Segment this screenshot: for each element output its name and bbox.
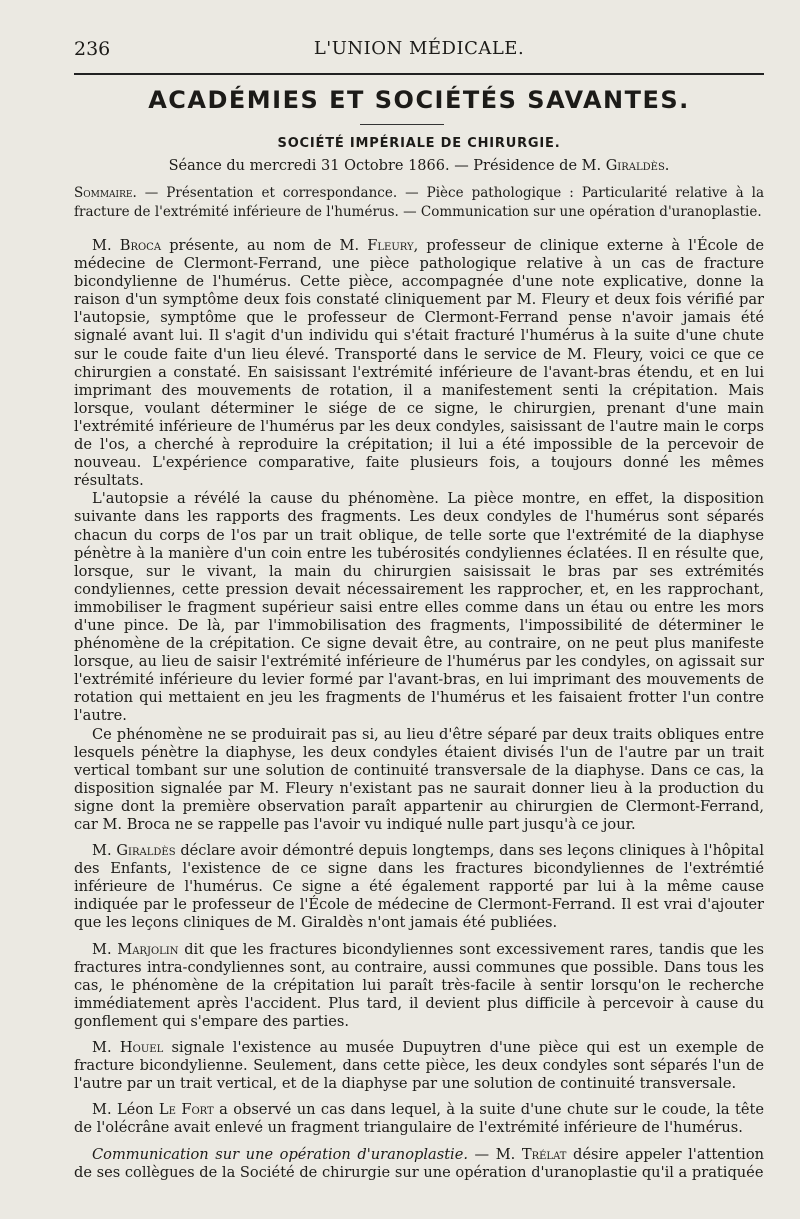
- paragraph-text: , professeur de clinique externe à l'École de médecine de Clermont-Ferrand, une pièce pathologique relative à un cas de fracture bicondylienne de l'humérus. Cette pièce, accompagnée d'une note explicative, donne la raison d'un symptôme deux fois constaté cliniquement par M. Fleury et deux fois vérifié par l'autopsie, symptôme que le professeur de Clermont-Ferrand pense n'avoir jamais été signalé avant lui. Il s'agit d'un individu qui s'était fracturé l'humérus à la suite d'une chute sur le coude faite d'un lieu élevé. Transporté dans le service de M. Fleury, voici ce que ce chirurgien a constaté. En saisissant l'extrémité inférieure de l'avant-bras étendu, et en lui imprimant des mouvements de rotation, il a manifestement senti la crépitation. Mais lorsque, voulant déterminer le siége de ce signe, le chirurgien, prenant d'une main l'extrémité inférieure de l'humérus par les deux condyles, saisissant de l'autre main le corps de l'os, a cherché à reproduire la crépitation; il lui a été impossible de la percevoir de nouveau. L'expérience comparative, faite plusieurs fois, a toujours donné les mêmes résultats.: [74, 237, 764, 490]
- article-body: [74, 237, 764, 1182]
- summary-label: Sommaire.: [74, 185, 137, 201]
- summary: [74, 184, 764, 222]
- paragraph-houel: [74, 1039, 764, 1093]
- speaker-prefix: — M.: [468, 1145, 522, 1163]
- speaker-name: Le Fort: [158, 1101, 214, 1119]
- paragraph-giraldes: [74, 842, 764, 932]
- speaker-name: Trélat: [521, 1145, 567, 1163]
- speaker-prefix: M.: [92, 1039, 120, 1057]
- paragraph-text: a observé un cas dans lequel, à la suite d'une chute sur le coude, la tête de l'olécrâne avait enlevé un fragment triangulaire de l'extrémité inférieure de l'humérus.: [74, 1101, 764, 1137]
- paragraph-marjolin: [74, 941, 764, 1031]
- speaker-name: Broca: [119, 237, 162, 254]
- session-line: [74, 158, 764, 174]
- speaker-prefix: M. Léon: [92, 1101, 159, 1119]
- session-text: Séance du mercredi 31 Octobre 1866. — Présidence de M.: [168, 158, 602, 174]
- paragraph-phenomenon: [74, 726, 764, 835]
- summary-text: — Présentation et correspondance. — Pièce pathologique : Particularité relative à la fracture de l'extrémité inférieure de l'humérus. — Communication sur une opération d'uranoplastie.: [74, 185, 764, 220]
- speaker-prefix: M.: [92, 940, 118, 958]
- speaker-mid: présente, au nom de M.: [161, 237, 368, 254]
- speaker-prefix: M.: [92, 842, 117, 860]
- speaker-prefix: M.: [92, 237, 120, 254]
- paragraph-text: dit que les fractures bicondyliennes sont excessivement rares, tandis que les fractures intra-condyliennes sont, au contraire, aussi communes que possible. Dans tous les cas, le phénomène de la crépitation lui paraît très-facile à sentir lorsqu'on le recherche immédiatement après l'accident. Plus tard, il devient plus difficile à percevoir à cause du gonflement qui s'empare des parties.: [74, 940, 764, 1030]
- journal-title: L'UNION MÉDICALE.: [313, 38, 525, 59]
- paragraph-autopsy: [74, 490, 764, 725]
- paragraph-text: Ce phénomène ne se produirait pas si, au lieu d'être séparé par deux traits obliques entre lesquels pénètre la diaphyse, les deux condyles étaient divisés l'un de l'autre par un trait vertical tombant sur une solution de continuité transversale de la diaphyse. Dans ce cas, la disposition signalée par M. Fleury n'existant pas ne saurait donner lieu à la production du signe dont la première observation paraît appartenir au chirurgien de Clermont-Ferrand, car M. Broca ne se rappelle pas l'avoir vu indiqué nulle part jusqu'à ce jour.: [74, 725, 764, 833]
- paragraph-trelat: [74, 1146, 764, 1182]
- paragraph-text: signale l'existence au musée Dupuytren d'une pièce qui est un exemple de fracture bicondylienne. Seulement, dans cette pièce, les deux condyles sont séparés l'un de l'autre par un trait vertical, et de la diaphyse par une solution de continuité transversale.: [74, 1039, 764, 1093]
- society-heading: SOCIÉTÉ IMPÉRIALE DE CHIRURGIE.: [277, 136, 561, 151]
- running-head: [74, 38, 764, 64]
- speaker-name: Fleury: [367, 237, 414, 254]
- paragraph-text: déclare avoir démontré depuis longtemps, dans ses leçons cliniques à l'hôpital des Enfants, l'existence de ce signe dans les fractures bicondyliennes de l'extrémtié inférieure de l'humérus. Ce signe a été également rapporté par lui à la même cause indiquée par le professeur de l'École de médecine de Clermont-Ferrand. Il est vrai d'ajouter que les leçons cliniques de M. Giraldès n'ont jamais été publiées.: [74, 842, 764, 932]
- paragraph-broca: [74, 237, 764, 490]
- header-rule: [74, 73, 764, 75]
- communication-title: Communication sur une opération d'uranoplastie.: [92, 1145, 468, 1163]
- page-number: 236: [74, 38, 111, 60]
- paragraph-text: L'autopsie a révélé la cause du phénomène. La pièce montre, en effet, la disposition suivante dans les rapports des fragments. Les deux condyles de l'humérus sont séparés chacun du corps de l'os par un trait oblique, de telle sorte que l'extrémité de la diaphyse pénètre à la manière d'un coin entre les tubérosités condyliennes éclatées. Il en résulte que, lorsque, sur le vivant, la main du chirurgien saisissait le bras par ses extrémités condyliennes, cette pression devait nécessairement les rapprocher, et, en les rapprochant, immobiliser le fragment supérieur saisi entre elles comme dans un étau ou entre les mors d'une pince. De là, par l'immobilisation des fragments, l'impossibilité de déterminer le phénomène de la crépitation. Ce signe devait être, au contraire, on ne peut plus manifeste lorsque, au lieu de saisir l'extrémité inférieure de l'humérus par les condyles, on agissait sur l'extrémité inférieure du levier formé par l'avant-bras, en lui imprimant des mouvements de rotation qui mettaient en jeu les fragments de l'humérus et les faisaient frotter l'un contre l'autre.: [74, 490, 764, 725]
- session-president: Giraldès.: [605, 158, 670, 174]
- title-rule: [360, 124, 444, 125]
- section-title: ACADÉMIES ET SOCIÉTÉS SAVANTES.: [148, 86, 690, 114]
- speaker-name: Houel: [119, 1039, 164, 1057]
- paragraph-le-fort: [74, 1101, 764, 1137]
- speaker-name: Giraldès: [116, 842, 176, 860]
- speaker-name: Marjolin: [117, 940, 179, 958]
- paragraph-text: désire appeler l'attention de ses collègues de la Société de chirurgie sur une opération d'uranoplastie qu'il a pratiquée: [74, 1145, 765, 1181]
